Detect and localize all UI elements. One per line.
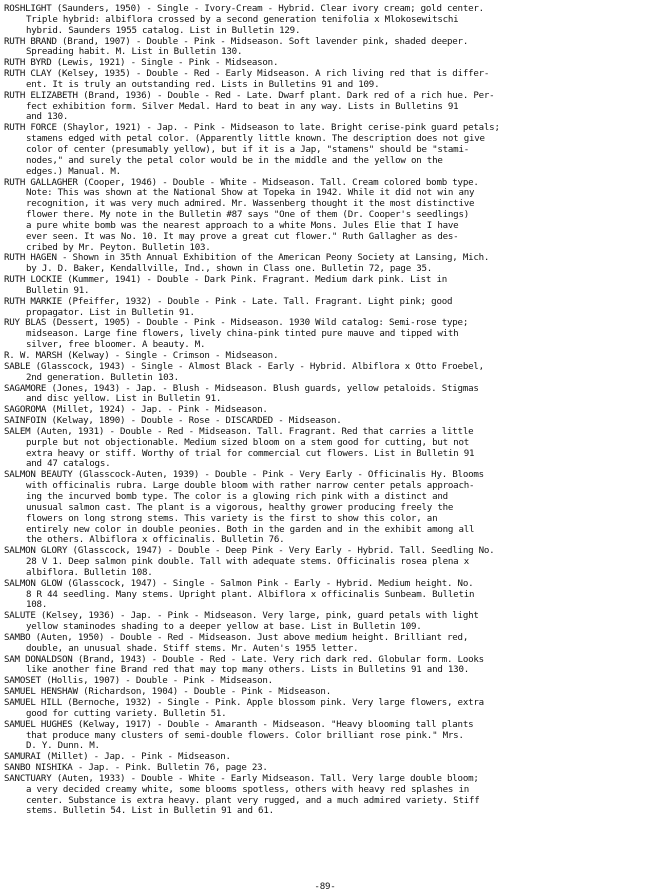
entry-heading-line: SALMON BEAUTY (Glasscock-Auten, 1939) - Double - Pink - Very Early - Officinalis Hy. Blooms (4, 470, 484, 481)
entry-heading-line: RUTH CLAY (Kelsey, 1935) - Double - Red - Early Midseason. A rich living red that is differ- (4, 69, 490, 80)
entry-continuation-line: double, an unusual shade. Stiff stems. Mr. Auten's 1955 letter. (26, 643, 359, 654)
entry-continuation-line: stamens edged with petal color. (Apparently little known. The description does not give (26, 134, 485, 145)
entry-heading-line: SALMON GLORY (Glasscock, 1947) - Double - Deep Pink - Very Early - Hybrid. Tall. Seedling No. (4, 546, 495, 557)
entry-heading-line: SAMBO (Auten, 1950) - Double - Red - Midseason. Just above medium height. Brilliant red, (4, 632, 469, 643)
entry-heading-line: SALUTE (Kelsey, 1936) - Jap. - Pink - Midseason. Very large, pink, guard petals with light (4, 611, 479, 622)
entry-heading-line: SAINFOIN (Kelway, 1890) - Double - Rose - DISCARDED - Midseason. (4, 416, 342, 427)
entry-heading-line: RUTH LOCKIE (Kummer, 1941) - Double - Dark Pink. Fragrant. Medium dark pink. List in (4, 275, 447, 286)
entry-heading-line: RUTH GALLAGHER (Cooper, 1946) - Double - White - Midseason. Tall. Cream colored bomb type. (4, 177, 479, 188)
entry-continuation-line: fect exhibition form. Silver Medal. Hard to beat in any way. Lists in Bulletins 91 (26, 101, 459, 112)
peony-entry (4, 546, 648, 579)
peony-entry (4, 37, 648, 59)
entry-heading-line: SALMON GLOW (Glasscock, 1947) - Single - Salmon Pink - Early - Hybrid. Medium height. No. (4, 578, 474, 589)
entry-continuation-line: 108. (26, 600, 48, 611)
entry-continuation-line: and 130. (26, 112, 69, 123)
peony-entry (4, 676, 648, 687)
entry-heading-line: SABLE (Glasscock, 1943) - Single - Almost Black - Early - Hybrid. Albiflora x Otto Froebel, (4, 361, 484, 372)
entry-continuation-line: Note: This was shown at the National Show at Topeka in 1942. While it did not win any (26, 188, 475, 199)
entry-heading-line: RUTH BYRD (Lewis, 1921) - Single - Pink - Midseason. (4, 58, 279, 69)
entry-heading-line: SANBO NISHIKA - Jap. - Pink. Bulletin 76, page 23. (4, 763, 268, 774)
peony-entry (4, 384, 648, 406)
entry-continuation-line: albiflora. Bulletin 108. (26, 567, 153, 578)
entry-heading-line: ROSHLIGHT (Saunders, 1950) - Single - Ivory-Cream - Hybrid. Clear ivory cream; gold center. (4, 4, 484, 14)
entry-continuation-line: Bulletin 91. (26, 285, 90, 296)
entry-heading-line: SAM DONALDSON (Brand, 1943) - Double - Red - Late. Very rich dark red. Globular form. Looks (4, 654, 484, 665)
entry-continuation-line: Triple hybrid: albiflora crossed by a second generation tenifolia x Mlokosewitschi (26, 14, 459, 25)
entry-continuation-line: yellow staminodes shading to a deeper yellow at base. List in Bulletin 109. (26, 622, 422, 633)
peony-entry (4, 687, 648, 698)
entry-continuation-line: recognition, it was very much admired. Mr. Wassenberg thought it the most distinctive (26, 199, 475, 210)
peony-entry (4, 752, 648, 763)
entry-heading-line: RUY BLAS (Dessert, 1905) - Double - Pink - Midseason. 1930 Wild catalog: Semi-rose type; (4, 318, 469, 329)
peony-entry (4, 470, 648, 546)
entry-heading-line: SAMURAI (Millet) - Jap. - Pink - Midseason. (4, 752, 231, 763)
entry-continuation-line: color of center (presumably yellow), but if it is a Jap, "stamens" should be "stami- (26, 144, 469, 155)
peony-entry (4, 4, 648, 37)
entry-heading-line: R. W. MARSH (Kelway) - Single - Crimson - Midseason. (4, 351, 279, 361)
peony-entry (4, 405, 648, 416)
entry-continuation-line: center. Substance is extra heavy. plant very rugged, and a much admired variety. Stiff (26, 795, 480, 806)
peony-entry (4, 579, 648, 612)
entry-continuation-line: stems. Bulletin 54. List in Bulletin 91 and 61. (26, 806, 274, 817)
peony-entry (4, 655, 648, 677)
entry-continuation-line: 8 R 44 seedling. Many stems. Upright plant. Albiflora x officinalis Sunbeam. Bulletin (26, 589, 475, 600)
peony-entry (4, 720, 648, 753)
entry-heading-line: SAMUEL HENSHAW (Richardson, 1904) - Double - Pink - Midseason. (4, 687, 331, 698)
peony-entry (4, 611, 648, 633)
entry-continuation-line: edges.) Manual. M. (26, 166, 121, 177)
entry-continuation-line: with officinalis rubra. Large double bloom with rather narrow center petals approach- (26, 481, 475, 492)
entry-heading-line: SAMUEL HUGHES (Kelway, 1917) - Double - Amaranth - Midseason. "Heavy blooming tall plants (4, 719, 474, 730)
peony-entry (4, 123, 648, 177)
entry-continuation-line: that produce many clusters of semi-double flowers. Color brilliant rose pink." Mrs. (26, 730, 464, 741)
peony-entry (4, 362, 648, 384)
peony-entry (4, 69, 648, 91)
peony-entry (4, 774, 648, 817)
peony-entry (4, 698, 648, 720)
entry-continuation-line: hybrid. Saunders 1955 catalog. List in Bulletin 129. (26, 25, 301, 36)
peony-entry (4, 297, 648, 319)
entry-continuation-line: flower there. My note in the Bulletin #87 says "One of them (Dr. Cooper's seedlings) (26, 210, 469, 221)
entry-continuation-line: unusual salmon cast. The plant is a vigorous, healthy grower producing freely the (26, 502, 454, 513)
peony-entry (4, 318, 648, 351)
peony-entry (4, 178, 648, 254)
peony-entry (4, 633, 648, 655)
entry-heading-line: SAMUEL HILL (Bernoche, 1932) - Single - Pink. Apple blossom pink. Very large flowers, extra (4, 698, 484, 708)
entry-heading-line: RUTH MARKIE (Pfeiffer, 1932) - Double - Pink - Late. Tall. Fragrant. Light pink; good (4, 296, 453, 307)
entry-continuation-line: entirely new color in double peonies. Both in the garden and in the exhibit among all (26, 524, 475, 535)
entry-heading-line: SAGAMORE (Jones, 1943) - Jap. - Blush - Midseason. Blush guards, yellow petaloids. Stigmas (4, 383, 479, 394)
entry-continuation-line: Spreading habit. M. List in Bulletin 130. (26, 47, 243, 58)
entry-continuation-line: flowers on long strong stems. This variety is the first to show this color, an (26, 513, 438, 524)
peony-entry (4, 275, 648, 297)
entry-continuation-line: 28 V 1. Deep salmon pink double. Tall with adequate stems. Officinalis rosea plena x (26, 557, 469, 568)
entry-continuation-line: good for cutting variety. Bulletin 51. (26, 708, 227, 719)
entry-heading-line: SAGOROMA (Millet, 1924) - Jap. - Pink - Midseason. (4, 405, 268, 416)
entry-continuation-line: the others. Albiflora x officinalis. Bulletin 76. (26, 535, 285, 546)
entry-heading-line: RUTH HAGEN - Shown in 35th Annual Exhibition of the American Peony Society at Lansing, Mich. (4, 253, 490, 264)
peony-entry (4, 91, 648, 124)
entry-heading-line: RUTH BRAND (Brand, 1907) - Double - Pink - Midseason. Soft lavender pink, shaded deeper. (4, 36, 469, 47)
entry-continuation-line: a very decided creamy white, some blooms spotless, others with heavy red splashes in (26, 784, 469, 795)
peony-entry (4, 58, 648, 69)
entry-continuation-line: purple but not objectionable. Medium sized bloom on a stem good for cutting, but not (26, 437, 469, 448)
entry-continuation-line: cribed by Mr. Peyton. Bulletin 103. (26, 242, 211, 253)
entry-continuation-line: and disc yellow. List in Bulletin 91. (26, 394, 222, 405)
entry-continuation-line: extra heavy or stiff. Worthy of trial for commercial cut flowers. List in Bulletin 91 (26, 448, 475, 459)
entry-continuation-line: by J. D. Baker, Kendallville, Ind., shown in Class one. Bulletin 72, page 35. (26, 264, 433, 275)
entry-continuation-line: propagator. List in Bulletin 91. (26, 307, 195, 318)
entry-continuation-line: ent. It is truly an outstanding red. Lists in Bulletins 91 and 109. (26, 79, 380, 90)
page-number: -89- (314, 882, 336, 892)
peony-entry (4, 763, 648, 774)
entry-continuation-line: and 47 catalogs. (26, 459, 111, 470)
entry-continuation-line: 2nd generation. Bulletin 103. (26, 372, 179, 383)
peony-entry (4, 427, 648, 470)
entry-heading-line: SANCTUARY (Auten, 1933) - Double - White - Early Midseason. Tall. Very large double bloom; (4, 773, 479, 784)
entry-heading-line: SAMOSET (Hollis, 1907) - Double - Pink - Midseason. (4, 676, 273, 687)
entry-heading-line: RUTH FORCE (Shaylor, 1921) - Jap. - Pink - Midseason to late. Bright cerise-pink guard petals; (4, 123, 500, 134)
peony-entry (4, 253, 648, 275)
entry-continuation-line: silver, free bloomer. A beauty. M. (26, 340, 206, 351)
entry-continuation-line: a pure white bomb was the nearest approach to a white Mons. Jules Elie that I have (26, 220, 459, 231)
entry-heading-line: RUTH ELIZABETH (Brand, 1936) - Double - Red - Late. Dwarf plant. Dark red of a rich hue. Per- (4, 90, 495, 101)
entry-continuation-line: midseason. Large fine flowers, lively china-pink tinted pure mauve and tipped with (26, 329, 459, 340)
entry-continuation-line: D. Y. Dunn. M. (26, 741, 100, 752)
entry-continuation-line: ing the incurved bomb type. The color is a glowing rich pink with a distinct and (26, 491, 448, 502)
entry-continuation-line: like another fine Brand red that may top many others. Lists in Bulletins 91 and 130. (26, 665, 469, 676)
entry-continuation-line: ever seen. It was No. 10. It may prove a great cut flower." Ruth Gallagher as des- (26, 231, 459, 242)
peony-entry (4, 351, 648, 362)
entry-heading-line: SALEM (Auten, 1931) - Double - Red - Midseason. Tall. Fragrant. Red that carries a little (4, 426, 474, 437)
entry-continuation-line: nodes," and surely the petal color would be in the middle and the yellow on the (26, 155, 443, 166)
peony-entry (4, 416, 648, 427)
document-page (4, 4, 648, 817)
